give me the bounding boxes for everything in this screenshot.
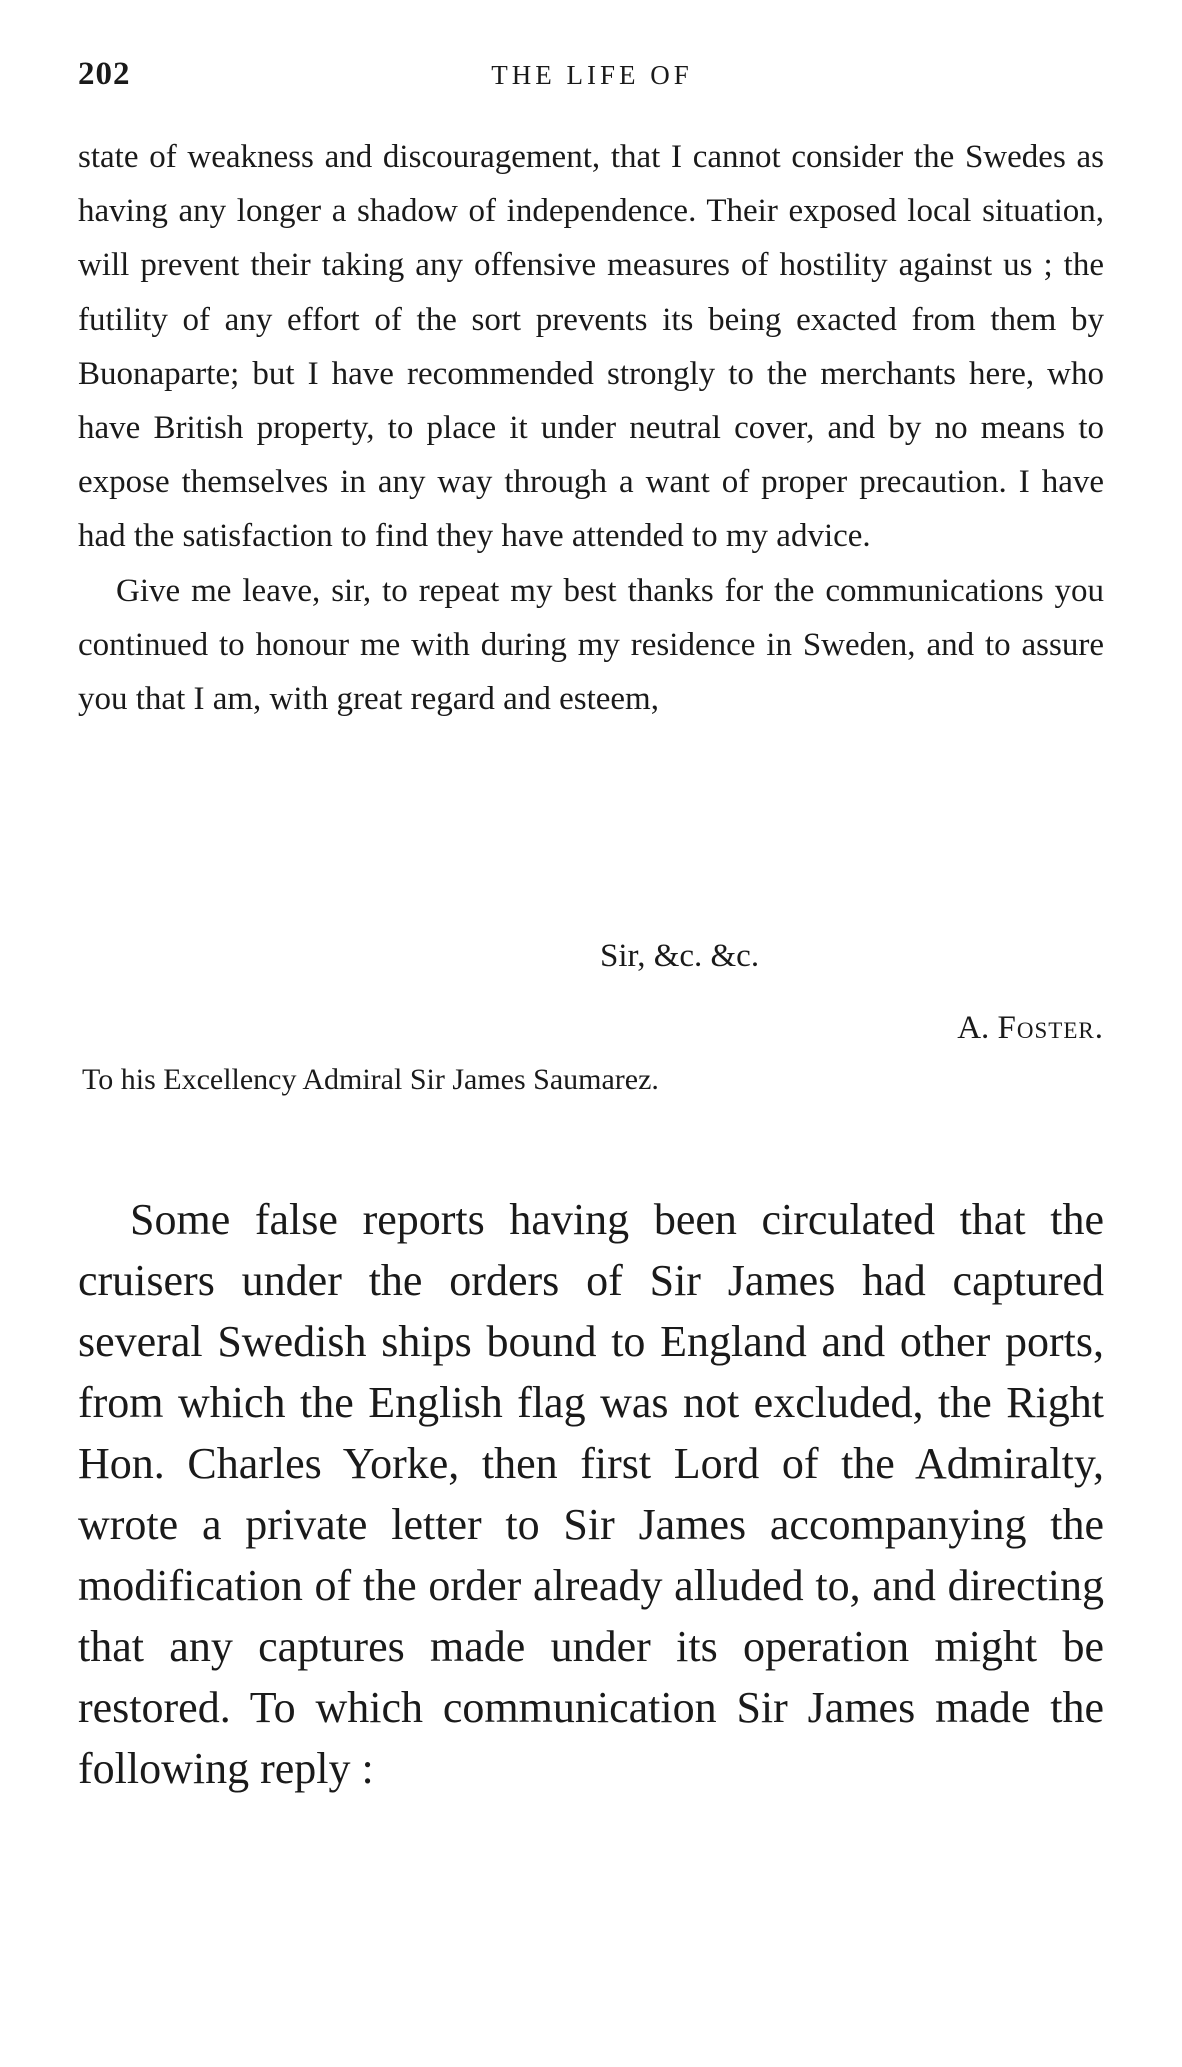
letter-signature xyxy=(957,1010,1104,1047)
narrative-body xyxy=(78,1189,1104,1799)
page-number: 202 xyxy=(78,56,131,92)
letter-paragraph-2: Give me leave, sir, to repeat my best thanks for the communications you continued to honour me with during my residence in Sweden, and to assure you that I am, with great regard and esteem, xyxy=(78,572,1104,718)
signature-name: Foster. xyxy=(997,1010,1104,1046)
running-head: THE LIFE OF xyxy=(491,60,693,90)
signature-initial: A. xyxy=(957,1010,990,1046)
letter-closing: Sir, &c. &c. xyxy=(600,938,760,974)
letter-body xyxy=(78,130,1104,726)
letter-paragraph-1: state of weakness and discouragement, that I cannot consider the Swedes as having any longer a shadow of independence. Their exposed local situation, will prevent their taking any offensive measures of hostility against us ; the futility of any effort of the sort prevents its being exacted from them by Buonaparte; but I have recommended strongly to the merchants here, who have British property, to place it under neutral cover, and by no means to expose themselves in any way through a want of proper precaution. I have had the satisfaction to find they have attended to my advice. xyxy=(78,139,1104,555)
narrative-paragraph: Some false reports having been circulated that the cruisers under the orders of Sir James had captured several Swedish ships bound to England and other ports, from which the English flag was not excluded, the Right Hon. Charles Yorke, then first Lord of the Admiralty, wrote a private letter to Sir James accompanying the modification of the order already alluded to, and directing that any captures made under its operation might be restored. To which communication Sir James made the following reply : xyxy=(78,1195,1104,1793)
page-header xyxy=(78,56,1106,96)
letter-addressee: To his Excellency Admiral Sir James Saumarez. xyxy=(82,1063,659,1096)
